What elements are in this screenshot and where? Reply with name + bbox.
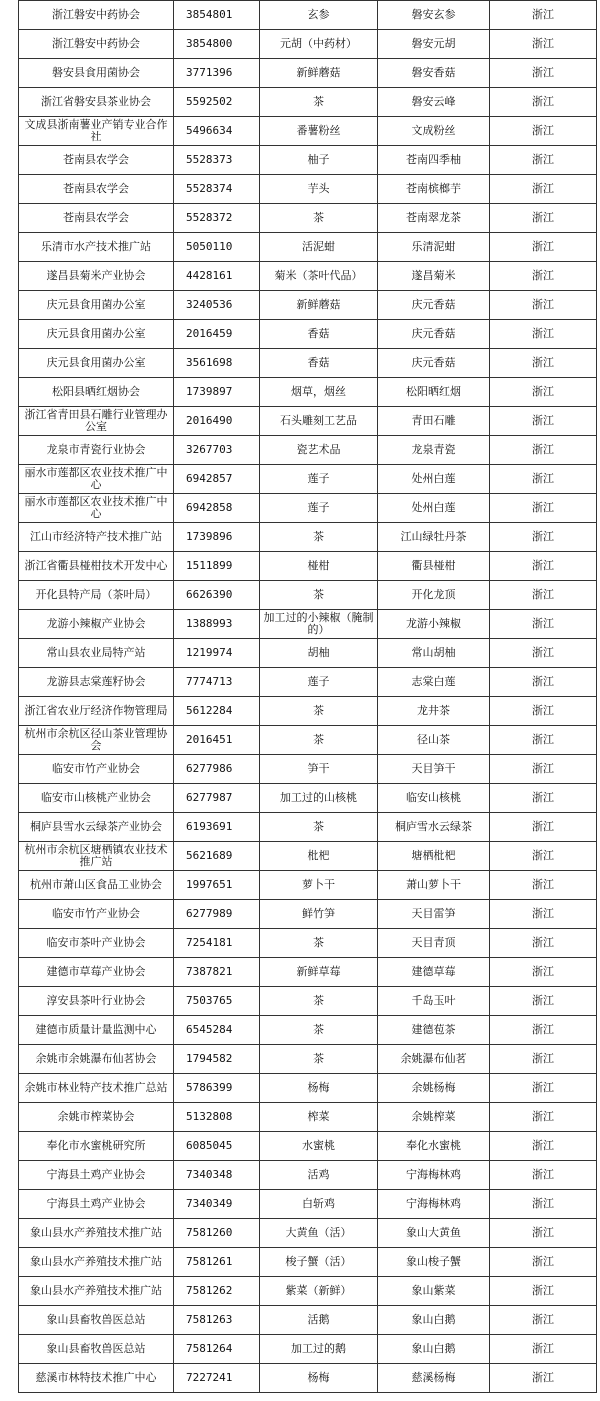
registration-number-cell: 5528372 (174, 204, 260, 233)
registration-number-cell: 6193691 (174, 813, 260, 842)
registration-number-cell: 3854801 (174, 1, 260, 30)
table-row (19, 262, 597, 291)
province-cell: 浙江 (490, 494, 597, 523)
geographic-mark-cell: 磐安云峰 (378, 88, 490, 117)
geographic-mark-cell: 余姚杨梅 (378, 1074, 490, 1103)
registration-number-cell: 5786399 (174, 1074, 260, 1103)
product-cell: 茶 (260, 88, 378, 117)
applicant-cell: 象山县水产养殖技术推广站 (19, 1248, 174, 1277)
geographic-mark-cell: 慈溪杨梅 (378, 1364, 490, 1393)
registration-number-cell: 6626390 (174, 581, 260, 610)
applicant-cell: 象山县水产养殖技术推广站 (19, 1277, 174, 1306)
province-cell: 浙江 (490, 581, 597, 610)
product-cell: 茶 (260, 813, 378, 842)
geographic-mark-cell: 桐庐雪水云绿茶 (378, 813, 490, 842)
province-cell: 浙江 (490, 523, 597, 552)
registration-number-cell: 6545284 (174, 1016, 260, 1045)
geographic-mark-cell: 龙游小辣椒 (378, 610, 490, 639)
applicant-cell: 龙游小辣椒产业协会 (19, 610, 174, 639)
geographic-mark-cell: 象山大黄鱼 (378, 1219, 490, 1248)
table-row (19, 1277, 597, 1306)
registration-number-cell: 4428161 (174, 262, 260, 291)
table-row (19, 1219, 597, 1248)
table-row (19, 59, 597, 88)
geographic-mark-cell: 象山白鹅 (378, 1306, 490, 1335)
table-row (19, 639, 597, 668)
applicant-cell: 龙游县志棠莲籽协会 (19, 668, 174, 697)
registration-number-cell: 3854800 (174, 30, 260, 59)
applicant-cell: 苍南县农学会 (19, 204, 174, 233)
product-cell: 笋干 (260, 755, 378, 784)
registration-number-cell: 7581264 (174, 1335, 260, 1364)
product-cell: 鲜竹笋 (260, 900, 378, 929)
registration-number-cell: 3771396 (174, 59, 260, 88)
product-cell: 白斩鸡 (260, 1190, 378, 1219)
province-cell: 浙江 (490, 1335, 597, 1364)
registration-number-cell: 6277989 (174, 900, 260, 929)
province-cell: 浙江 (490, 465, 597, 494)
product-cell: 茶 (260, 697, 378, 726)
geographic-mark-cell: 衢县椪柑 (378, 552, 490, 581)
registration-number-cell: 7254181 (174, 929, 260, 958)
table-row (19, 1248, 597, 1277)
geographic-mark-cell: 志棠白莲 (378, 668, 490, 697)
applicant-cell: 常山县农业局特产站 (19, 639, 174, 668)
applicant-cell: 开化县特产局（茶叶局） (19, 581, 174, 610)
product-cell: 加工过的小辣椒（腌制的） (260, 610, 378, 639)
table-row (19, 291, 597, 320)
geographic-mark-cell: 庆元香菇 (378, 349, 490, 378)
product-cell: 茶 (260, 1016, 378, 1045)
geographic-mark-cell: 萧山萝卜干 (378, 871, 490, 900)
applicant-cell: 临安市山核桃产业协会 (19, 784, 174, 813)
table-row (19, 784, 597, 813)
applicant-cell: 浙江省农业厅经济作物管理局 (19, 697, 174, 726)
table-row (19, 436, 597, 465)
registration-number-cell: 3561698 (174, 349, 260, 378)
geographic-mark-cell: 宁海梅林鸡 (378, 1161, 490, 1190)
province-cell: 浙江 (490, 842, 597, 871)
table-row (19, 1045, 597, 1074)
applicant-cell: 庆元县食用菌办公室 (19, 320, 174, 349)
table-row (19, 668, 597, 697)
table-row (19, 146, 597, 175)
geographic-mark-cell: 处州白莲 (378, 465, 490, 494)
geographic-mark-cell: 苍南翠龙茶 (378, 204, 490, 233)
product-cell: 胡柚 (260, 639, 378, 668)
province-cell: 浙江 (490, 291, 597, 320)
geographic-mark-cell: 建德草莓 (378, 958, 490, 987)
geographic-mark-cell: 建德苞茶 (378, 1016, 490, 1045)
applicant-cell: 遂昌县菊米产业协会 (19, 262, 174, 291)
applicant-cell: 庆元县食用菌办公室 (19, 349, 174, 378)
province-cell: 浙江 (490, 871, 597, 900)
table-row (19, 697, 597, 726)
geographic-mark-cell: 青田石雕 (378, 407, 490, 436)
province-cell: 浙江 (490, 900, 597, 929)
geographic-mark-cell: 松阳晒红烟 (378, 378, 490, 407)
province-cell: 浙江 (490, 233, 597, 262)
applicant-cell: 浙江省磐安县茶业协会 (19, 88, 174, 117)
table-row (19, 1074, 597, 1103)
applicant-cell: 奉化市水蜜桃研究所 (19, 1132, 174, 1161)
applicant-cell: 余姚市林业特产技术推广总站 (19, 1074, 174, 1103)
applicant-cell: 临安市竹产业协会 (19, 900, 174, 929)
registration-number-cell: 6277987 (174, 784, 260, 813)
province-cell: 浙江 (490, 407, 597, 436)
table-row (19, 1132, 597, 1161)
registration-number-cell: 7581261 (174, 1248, 260, 1277)
applicant-cell: 苍南县农学会 (19, 175, 174, 204)
geographic-mark-cell: 余姚榨菜 (378, 1103, 490, 1132)
table-row (19, 523, 597, 552)
table-row (19, 233, 597, 262)
product-cell: 石头雕刻工艺品 (260, 407, 378, 436)
province-cell: 浙江 (490, 1, 597, 30)
applicant-cell: 浙江省青田县石雕行业管理办公室 (19, 407, 174, 436)
product-cell: 新鲜蘑菇 (260, 59, 378, 88)
registration-number-cell: 1794582 (174, 1045, 260, 1074)
product-cell: 菊米（茶叶代品） (260, 262, 378, 291)
product-cell: 梭子蟹（活） (260, 1248, 378, 1277)
product-cell: 瓷艺术品 (260, 436, 378, 465)
product-cell: 茶 (260, 204, 378, 233)
province-cell: 浙江 (490, 262, 597, 291)
geographic-mark-cell: 龙井茶 (378, 697, 490, 726)
product-cell: 活鸡 (260, 1161, 378, 1190)
registration-number-cell: 1219974 (174, 639, 260, 668)
geographic-mark-cell: 天目雷笋 (378, 900, 490, 929)
product-cell: 活鹅 (260, 1306, 378, 1335)
registration-number-cell: 6942857 (174, 465, 260, 494)
table-row (19, 900, 597, 929)
registration-number-cell: 2016451 (174, 726, 260, 755)
geographic-mark-cell: 乐清泥蚶 (378, 233, 490, 262)
registration-number-cell: 7581263 (174, 1306, 260, 1335)
applicant-cell: 苍南县农学会 (19, 146, 174, 175)
product-cell: 茶 (260, 726, 378, 755)
province-cell: 浙江 (490, 436, 597, 465)
province-cell: 浙江 (490, 755, 597, 784)
registration-number-cell: 7581260 (174, 1219, 260, 1248)
applicant-cell: 龙泉市青瓷行业协会 (19, 436, 174, 465)
table-row (19, 610, 597, 639)
table-row (19, 842, 597, 871)
province-cell: 浙江 (490, 1016, 597, 1045)
registration-table (18, 0, 597, 1393)
table-row (19, 1306, 597, 1335)
province-cell: 浙江 (490, 1277, 597, 1306)
applicant-cell: 慈溪市林特技术推广中心 (19, 1364, 174, 1393)
province-cell: 浙江 (490, 1045, 597, 1074)
table-row (19, 987, 597, 1016)
product-cell: 杨梅 (260, 1074, 378, 1103)
province-cell: 浙江 (490, 813, 597, 842)
registration-number-cell: 1739896 (174, 523, 260, 552)
product-cell: 香菇 (260, 349, 378, 378)
geographic-mark-cell: 奉化水蜜桃 (378, 1132, 490, 1161)
geographic-mark-cell: 象山梭子蟹 (378, 1248, 490, 1277)
province-cell: 浙江 (490, 784, 597, 813)
product-cell: 莲子 (260, 668, 378, 697)
applicant-cell: 杭州市余杭区径山茶业管理协会 (19, 726, 174, 755)
product-cell: 新鲜蘑菇 (260, 291, 378, 320)
registration-number-cell: 5528374 (174, 175, 260, 204)
province-cell: 浙江 (490, 146, 597, 175)
registration-number-cell: 2016459 (174, 320, 260, 349)
province-cell: 浙江 (490, 697, 597, 726)
geographic-mark-cell: 磐安元胡 (378, 30, 490, 59)
applicant-cell: 浙江磐安中药协会 (19, 1, 174, 30)
table-row (19, 929, 597, 958)
registration-number-cell: 1739897 (174, 378, 260, 407)
table-row (19, 204, 597, 233)
registration-number-cell: 6942858 (174, 494, 260, 523)
province-cell: 浙江 (490, 1161, 597, 1190)
applicant-cell: 宁海县土鸡产业协会 (19, 1190, 174, 1219)
table-row (19, 407, 597, 436)
province-cell: 浙江 (490, 175, 597, 204)
table-row (19, 117, 597, 146)
province-cell: 浙江 (490, 1306, 597, 1335)
geographic-mark-cell: 象山白鹅 (378, 1335, 490, 1364)
table-row (19, 1016, 597, 1045)
province-cell: 浙江 (490, 59, 597, 88)
province-cell: 浙江 (490, 668, 597, 697)
table-row (19, 1161, 597, 1190)
product-cell: 杨梅 (260, 1364, 378, 1393)
registration-number-cell: 1388993 (174, 610, 260, 639)
geographic-mark-cell: 余姚瀑布仙茗 (378, 1045, 490, 1074)
applicant-cell: 临安市茶叶产业协会 (19, 929, 174, 958)
product-cell: 柚子 (260, 146, 378, 175)
product-cell: 大黄鱼（活） (260, 1219, 378, 1248)
applicant-cell: 桐庐县雪水云绿茶产业协会 (19, 813, 174, 842)
applicant-cell: 松阳县晒红烟协会 (19, 378, 174, 407)
table-row (19, 958, 597, 987)
product-cell: 加工过的山核桃 (260, 784, 378, 813)
province-cell: 浙江 (490, 552, 597, 581)
applicant-cell: 临安市竹产业协会 (19, 755, 174, 784)
province-cell: 浙江 (490, 610, 597, 639)
geographic-mark-cell: 遂昌菊米 (378, 262, 490, 291)
applicant-cell: 丽水市莲都区农业技术推广中心 (19, 465, 174, 494)
product-cell: 莲子 (260, 465, 378, 494)
registration-number-cell: 5496634 (174, 117, 260, 146)
table-row (19, 552, 597, 581)
product-cell: 茶 (260, 523, 378, 552)
applicant-cell: 江山市经济特产技术推广站 (19, 523, 174, 552)
table-row (19, 175, 597, 204)
product-cell: 香菇 (260, 320, 378, 349)
product-cell: 加工过的鹅 (260, 1335, 378, 1364)
registration-number-cell: 5528373 (174, 146, 260, 175)
geographic-mark-cell: 象山紫菜 (378, 1277, 490, 1306)
registration-number-cell: 1997651 (174, 871, 260, 900)
registration-number-cell: 5132808 (174, 1103, 260, 1132)
registration-number-cell: 7387821 (174, 958, 260, 987)
province-cell: 浙江 (490, 1219, 597, 1248)
geographic-mark-cell: 文成粉丝 (378, 117, 490, 146)
table-body (19, 1, 597, 1393)
province-cell: 浙江 (490, 639, 597, 668)
geographic-mark-cell: 苍南四季柚 (378, 146, 490, 175)
registration-number-cell: 5621689 (174, 842, 260, 871)
registration-number-cell: 7340349 (174, 1190, 260, 1219)
geographic-mark-cell: 处州白莲 (378, 494, 490, 523)
applicant-cell: 淳安县茶叶行业协会 (19, 987, 174, 1016)
table-row (19, 494, 597, 523)
applicant-cell: 建德市草莓产业协会 (19, 958, 174, 987)
geographic-mark-cell: 江山绿牡丹茶 (378, 523, 490, 552)
applicant-cell: 建德市质量计量监测中心 (19, 1016, 174, 1045)
applicant-cell: 杭州市萧山区食品工业协会 (19, 871, 174, 900)
product-cell: 新鲜草莓 (260, 958, 378, 987)
geographic-mark-cell: 天目笋干 (378, 755, 490, 784)
geographic-mark-cell: 庆元香菇 (378, 320, 490, 349)
geographic-mark-cell: 常山胡柚 (378, 639, 490, 668)
table-row (19, 378, 597, 407)
province-cell: 浙江 (490, 204, 597, 233)
province-cell: 浙江 (490, 1364, 597, 1393)
applicant-cell: 文成县浙南薯业产销专业合作社 (19, 117, 174, 146)
province-cell: 浙江 (490, 1074, 597, 1103)
geographic-mark-cell: 千岛玉叶 (378, 987, 490, 1016)
province-cell: 浙江 (490, 1132, 597, 1161)
product-cell: 茶 (260, 929, 378, 958)
province-cell: 浙江 (490, 1190, 597, 1219)
province-cell: 浙江 (490, 958, 597, 987)
applicant-cell: 宁海县土鸡产业协会 (19, 1161, 174, 1190)
registration-number-cell: 2016490 (174, 407, 260, 436)
geographic-mark-cell: 天目青顶 (378, 929, 490, 958)
table-row (19, 320, 597, 349)
registration-number-cell: 1511899 (174, 552, 260, 581)
product-cell: 番薯粉丝 (260, 117, 378, 146)
geographic-mark-cell: 磐安玄参 (378, 1, 490, 30)
product-cell: 枇杷 (260, 842, 378, 871)
registration-number-cell: 6277986 (174, 755, 260, 784)
applicant-cell: 象山县畜牧兽医总站 (19, 1335, 174, 1364)
table-row (19, 755, 597, 784)
registration-number-cell: 5612284 (174, 697, 260, 726)
table-row (19, 1335, 597, 1364)
province-cell: 浙江 (490, 30, 597, 59)
applicant-cell: 余姚市榨菜协会 (19, 1103, 174, 1132)
province-cell: 浙江 (490, 320, 597, 349)
product-cell: 椪柑 (260, 552, 378, 581)
registration-number-cell: 5050110 (174, 233, 260, 262)
applicant-cell: 浙江省衢县椪柑技术开发中心 (19, 552, 174, 581)
product-cell: 元胡（中药材） (260, 30, 378, 59)
table-row (19, 88, 597, 117)
applicant-cell: 丽水市莲都区农业技术推广中心 (19, 494, 174, 523)
table-row (19, 465, 597, 494)
table-row (19, 1, 597, 30)
geographic-mark-cell: 磐安香菇 (378, 59, 490, 88)
registration-number-cell: 7503765 (174, 987, 260, 1016)
registration-number-cell: 5592502 (174, 88, 260, 117)
geographic-mark-cell: 宁海梅林鸡 (378, 1190, 490, 1219)
product-cell: 芋头 (260, 175, 378, 204)
applicant-cell: 杭州市余杭区塘栖镇农业技术推广站 (19, 842, 174, 871)
product-cell: 榨菜 (260, 1103, 378, 1132)
product-cell: 萝卜干 (260, 871, 378, 900)
province-cell: 浙江 (490, 929, 597, 958)
geographic-mark-cell: 庆元香菇 (378, 291, 490, 320)
province-cell: 浙江 (490, 987, 597, 1016)
product-cell: 水蜜桃 (260, 1132, 378, 1161)
province-cell: 浙江 (490, 117, 597, 146)
registration-number-cell: 7581262 (174, 1277, 260, 1306)
table-row (19, 1190, 597, 1219)
table-row (19, 1103, 597, 1132)
applicant-cell: 象山县畜牧兽医总站 (19, 1306, 174, 1335)
table-row (19, 581, 597, 610)
applicant-cell: 象山县水产养殖技术推广站 (19, 1219, 174, 1248)
product-cell: 玄参 (260, 1, 378, 30)
table-row (19, 726, 597, 755)
applicant-cell: 浙江磐安中药协会 (19, 30, 174, 59)
registration-number-cell: 7340348 (174, 1161, 260, 1190)
product-cell: 紫菜（新鲜） (260, 1277, 378, 1306)
applicant-cell: 乐清市水产技术推广站 (19, 233, 174, 262)
table-row (19, 813, 597, 842)
applicant-cell: 余姚市余姚瀑布仙茗协会 (19, 1045, 174, 1074)
table-row (19, 30, 597, 59)
province-cell: 浙江 (490, 378, 597, 407)
registration-number-cell: 7227241 (174, 1364, 260, 1393)
applicant-cell: 磐安县食用菌协会 (19, 59, 174, 88)
table-row (19, 871, 597, 900)
registration-number-cell: 6085045 (174, 1132, 260, 1161)
registration-number-cell: 3267703 (174, 436, 260, 465)
geographic-mark-cell: 开化龙顶 (378, 581, 490, 610)
geographic-mark-cell: 苍南槟榔芋 (378, 175, 490, 204)
applicant-cell: 庆元县食用菌办公室 (19, 291, 174, 320)
geographic-mark-cell: 径山茶 (378, 726, 490, 755)
product-cell: 茶 (260, 987, 378, 1016)
table-row (19, 1364, 597, 1393)
product-cell: 莲子 (260, 494, 378, 523)
geographic-mark-cell: 龙泉青瓷 (378, 436, 490, 465)
province-cell: 浙江 (490, 88, 597, 117)
province-cell: 浙江 (490, 726, 597, 755)
table-row (19, 349, 597, 378)
geographic-mark-cell: 临安山核桃 (378, 784, 490, 813)
product-cell: 茶 (260, 1045, 378, 1074)
province-cell: 浙江 (490, 1248, 597, 1277)
province-cell: 浙江 (490, 349, 597, 378)
geographic-mark-cell: 塘栖枇杷 (378, 842, 490, 871)
product-cell: 活泥蚶 (260, 233, 378, 262)
province-cell: 浙江 (490, 1103, 597, 1132)
product-cell: 烟草，烟丝 (260, 378, 378, 407)
registration-number-cell: 3240536 (174, 291, 260, 320)
registration-number-cell: 7774713 (174, 668, 260, 697)
product-cell: 茶 (260, 581, 378, 610)
